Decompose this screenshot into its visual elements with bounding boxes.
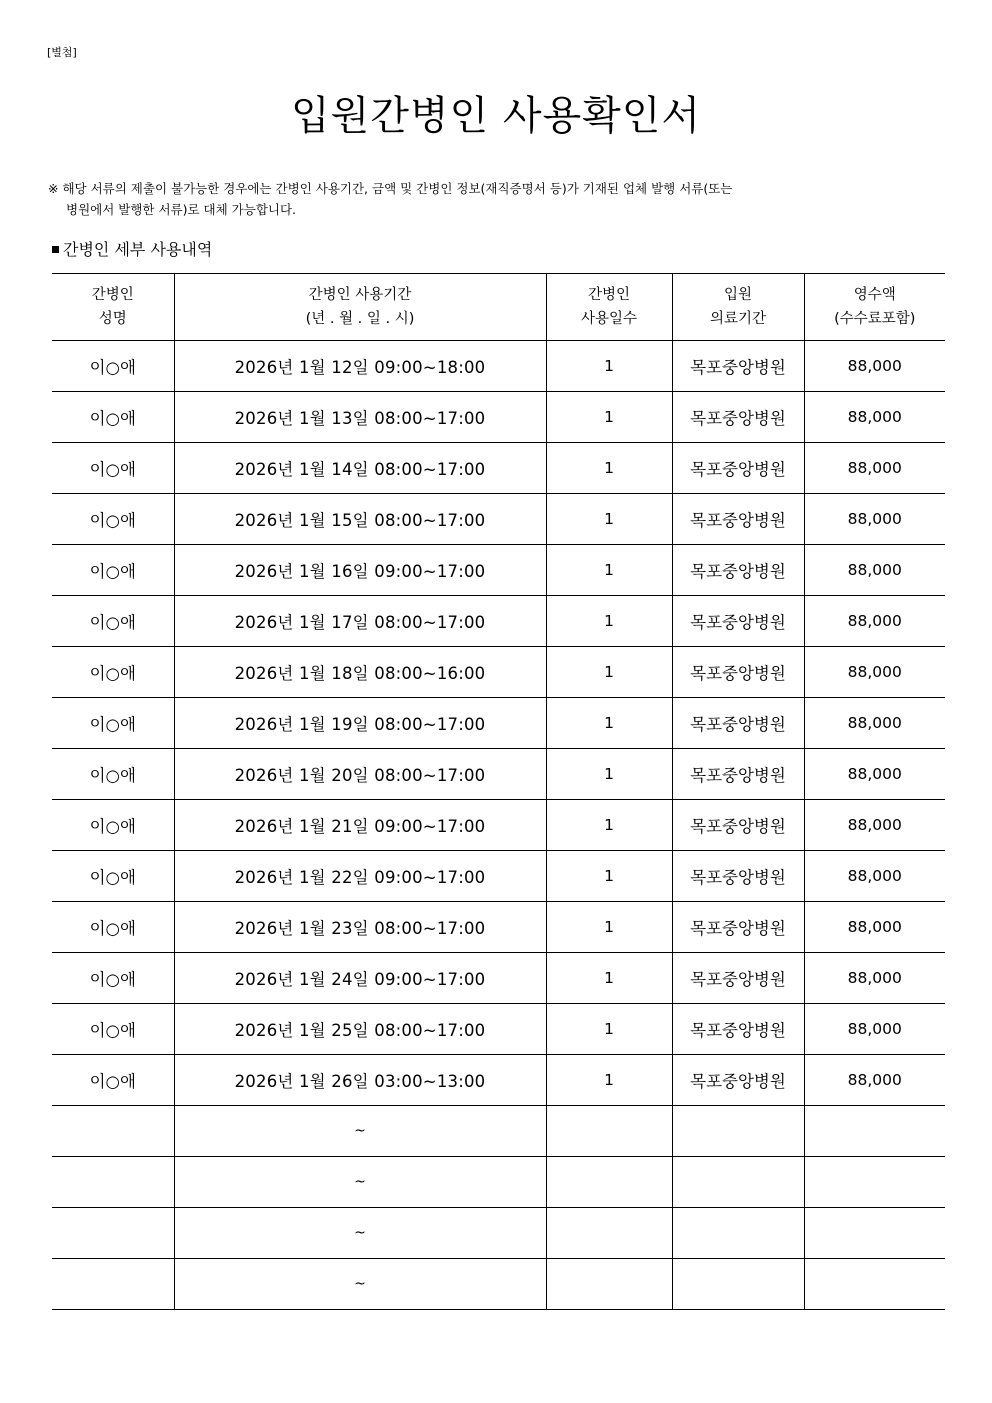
usage-period-cell: 2026년 1월 25일 08:00~17:00 (174, 1004, 546, 1055)
usage-days-cell: 1 (546, 749, 672, 800)
amount-cell: 88,000 (804, 851, 945, 902)
table-row (52, 698, 945, 749)
medical-institution-cell: 목포중앙병원 (672, 443, 804, 494)
reference-mark: ※ (48, 181, 59, 196)
table-row (52, 851, 945, 902)
notice-line-2: 병원에서 발행한 서류)로 대체 가능합니다. (66, 202, 297, 217)
header-line: 입원 (723, 287, 752, 303)
caregiver-name-cell (52, 1208, 174, 1259)
table-row (52, 1157, 945, 1208)
caregiver-name-cell (52, 1259, 174, 1310)
attachment-label: [별첨] (47, 46, 77, 59)
amount-cell: 88,000 (804, 800, 945, 851)
header-caregiver-name (52, 274, 174, 341)
usage-days-cell: 1 (546, 1004, 672, 1055)
medical-institution-cell: 목포중앙병원 (672, 851, 804, 902)
header-line: 간병인 (91, 287, 134, 303)
usage-days-cell: 1 (546, 953, 672, 1004)
caregiver-name-cell: 이○애 (52, 596, 174, 647)
header-line: (년 . 월 . 일 . 시) (305, 311, 415, 327)
header-medical-institution (672, 274, 804, 341)
table-row (52, 800, 945, 851)
usage-period-cell: ~ (174, 1106, 546, 1157)
notice (48, 178, 928, 220)
caregiver-name-cell: 이○애 (52, 545, 174, 596)
table-body (52, 341, 945, 1310)
caregiver-name-cell: 이○애 (52, 443, 174, 494)
medical-institution-cell: 목포중앙병원 (672, 698, 804, 749)
usage-period-cell: 2026년 1월 14일 08:00~17:00 (174, 443, 546, 494)
amount-cell: 88,000 (804, 1055, 945, 1106)
header-line: 영수액 (853, 287, 896, 303)
caregiver-name-cell: 이○애 (52, 1055, 174, 1106)
usage-period-cell: ~ (174, 1259, 546, 1310)
medical-institution-cell: 목포중앙병원 (672, 800, 804, 851)
usage-days-cell: 1 (546, 1055, 672, 1106)
header-row (52, 274, 945, 341)
medical-institution-cell: 목포중앙병원 (672, 749, 804, 800)
usage-table (52, 273, 945, 1310)
table-row (52, 749, 945, 800)
medical-institution-cell: 목포중앙병원 (672, 953, 804, 1004)
usage-period-cell: ~ (174, 1208, 546, 1259)
caregiver-name-cell: 이○애 (52, 494, 174, 545)
table-row (52, 1259, 945, 1310)
amount-cell (804, 1208, 945, 1259)
header-line: (수수료포함) (834, 311, 916, 327)
medical-institution-cell: 목포중앙병원 (672, 596, 804, 647)
caregiver-name-cell: 이○애 (52, 851, 174, 902)
header-line: 사용일수 (580, 311, 638, 327)
table-row (52, 494, 945, 545)
table-row (52, 902, 945, 953)
section-heading (50, 237, 212, 260)
caregiver-name-cell: 이○애 (52, 392, 174, 443)
caregiver-name-cell: 이○애 (52, 647, 174, 698)
table-row (52, 1055, 945, 1106)
usage-period-cell: 2026년 1월 26일 03:00~13:00 (174, 1055, 546, 1106)
amount-cell (804, 1106, 945, 1157)
usage-period-cell: 2026년 1월 16일 09:00~17:00 (174, 545, 546, 596)
usage-period-cell: 2026년 1월 20일 08:00~17:00 (174, 749, 546, 800)
header-line: 간병인 (587, 287, 631, 303)
table-row (52, 443, 945, 494)
usage-days-cell: 1 (546, 443, 672, 494)
document-title: 입원간병인 사용확인서 (290, 93, 702, 139)
usage-days-cell: 1 (546, 596, 672, 647)
table-row (52, 341, 945, 392)
table-header (52, 274, 945, 341)
caregiver-name-cell: 이○애 (52, 1004, 174, 1055)
amount-cell: 88,000 (804, 953, 945, 1004)
usage-days-cell: 1 (546, 851, 672, 902)
amount-cell: 88,000 (804, 749, 945, 800)
usage-days-cell: 1 (546, 902, 672, 953)
table-row (52, 1004, 945, 1055)
notice-line-1 (48, 178, 928, 199)
caregiver-name-cell: 이○애 (52, 953, 174, 1004)
header-usage-days (546, 274, 672, 341)
usage-days-cell (546, 1259, 672, 1310)
usage-period-cell: ~ (174, 1157, 546, 1208)
amount-cell: 88,000 (804, 545, 945, 596)
usage-days-cell (546, 1106, 672, 1157)
caregiver-name-cell (52, 1106, 174, 1157)
table-row (52, 545, 945, 596)
notice-text-1: 해당 서류의 제출이 불가능한 경우에는 간병인 사용기간, 금액 및 간병인 정보(재직증명서 등)가 기재된 업체 발행 서류(또는 (62, 181, 733, 196)
usage-period-cell: 2026년 1월 15일 08:00~17:00 (174, 494, 546, 545)
usage-days-cell: 1 (546, 647, 672, 698)
caregiver-name-cell: 이○애 (52, 749, 174, 800)
table-row (52, 953, 945, 1004)
amount-cell: 88,000 (804, 902, 945, 953)
usage-period-cell: 2026년 1월 19일 08:00~17:00 (174, 698, 546, 749)
amount-cell: 88,000 (804, 647, 945, 698)
amount-cell: 88,000 (804, 596, 945, 647)
medical-institution-cell: 목포중앙병원 (672, 1055, 804, 1106)
table-row (52, 1208, 945, 1259)
usage-period-cell: 2026년 1월 12일 09:00~18:00 (174, 341, 546, 392)
usage-period-cell: 2026년 1월 23일 08:00~17:00 (174, 902, 546, 953)
table-row (52, 647, 945, 698)
medical-institution-cell: 목포중앙병원 (672, 647, 804, 698)
caregiver-name-cell: 이○애 (52, 341, 174, 392)
square-bullet-icon (52, 246, 59, 253)
medical-institution-cell: 목포중앙병원 (672, 392, 804, 443)
medical-institution-cell: 목포중앙병원 (672, 545, 804, 596)
usage-period-cell: 2026년 1월 17일 08:00~17:00 (174, 596, 546, 647)
caregiver-name-cell: 이○애 (52, 902, 174, 953)
header-line: 의료기간 (709, 311, 767, 327)
medical-institution-cell: 목포중앙병원 (672, 1004, 804, 1055)
medical-institution-cell (672, 1208, 804, 1259)
section-title: 간병인 세부 사용내역 (63, 240, 213, 259)
header-line: 간병인 사용기간 (308, 287, 412, 303)
medical-institution-cell (672, 1157, 804, 1208)
usage-period-cell: 2026년 1월 21일 09:00~17:00 (174, 800, 546, 851)
usage-days-cell (546, 1157, 672, 1208)
usage-days-cell (546, 1208, 672, 1259)
medical-institution-cell (672, 1259, 804, 1310)
medical-institution-cell: 목포중앙병원 (672, 902, 804, 953)
usage-period-cell: 2026년 1월 24일 09:00~17:00 (174, 953, 546, 1004)
header-line: 성명 (98, 311, 127, 327)
amount-cell: 88,000 (804, 494, 945, 545)
medical-institution-cell: 목포중앙병원 (672, 494, 804, 545)
header-amount (804, 274, 945, 341)
usage-days-cell: 1 (546, 698, 672, 749)
usage-days-cell: 1 (546, 800, 672, 851)
caregiver-name-cell: 이○애 (52, 800, 174, 851)
header-usage-period (174, 274, 546, 341)
usage-period-cell: 2026년 1월 22일 09:00~17:00 (174, 851, 546, 902)
amount-cell: 88,000 (804, 1004, 945, 1055)
amount-cell: 88,000 (804, 341, 945, 392)
table-row (52, 392, 945, 443)
usage-period-cell: 2026년 1월 18일 08:00~16:00 (174, 647, 546, 698)
amount-cell: 88,000 (804, 443, 945, 494)
amount-cell (804, 1259, 945, 1310)
caregiver-name-cell: 이○애 (52, 698, 174, 749)
amount-cell: 88,000 (804, 392, 945, 443)
medical-institution-cell: 목포중앙병원 (672, 341, 804, 392)
medical-institution-cell (672, 1106, 804, 1157)
usage-days-cell: 1 (546, 392, 672, 443)
table-row (52, 596, 945, 647)
caregiver-name-cell (52, 1157, 174, 1208)
amount-cell (804, 1157, 945, 1208)
usage-days-cell: 1 (546, 341, 672, 392)
usage-days-cell: 1 (546, 494, 672, 545)
usage-days-cell: 1 (546, 545, 672, 596)
amount-cell: 88,000 (804, 698, 945, 749)
table-row (52, 1106, 945, 1157)
usage-period-cell: 2026년 1월 13일 08:00~17:00 (174, 392, 546, 443)
